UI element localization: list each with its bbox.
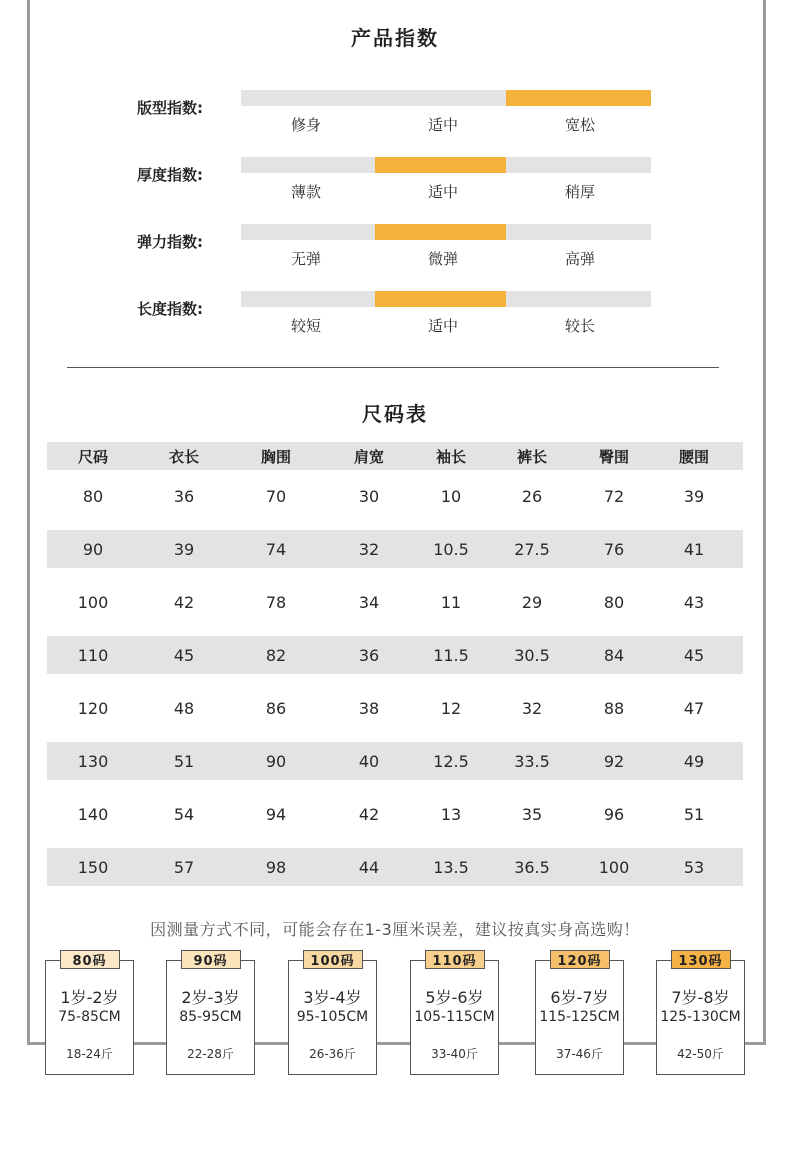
weight-range: 33-40斤 [431,1047,478,1061]
table-cell: 43 [683,593,705,612]
index-option-label: 较短 [290,317,321,335]
table-cell: 100 [77,593,109,612]
table-cell: 84 [603,645,625,665]
table-cell: 33.5 [514,751,550,771]
frame-left-border [27,0,30,1045]
table-header-cell: 尺码 [77,447,108,466]
index-option-label: 宽松 [564,116,595,134]
size-table-title: 尺码表 [362,402,428,426]
index-label: 长度指数: [137,300,203,318]
table-cell: 51 [683,805,705,824]
index-bar-segment [241,224,375,240]
table-row [47,788,743,841]
table-header-cell: 臀围 [598,447,629,466]
frame-right-border [763,0,766,1045]
index-option-label: 高弹 [564,250,595,268]
table-cell: 70 [265,487,287,506]
table-row [47,530,743,568]
table-cell: 11 [440,593,462,612]
table-cell: 30 [358,487,380,506]
index-option-label: 较长 [564,317,595,335]
index-option-label: 适中 [427,317,458,335]
table-row [47,470,743,523]
table-cell: 90 [82,539,104,559]
table-cell: 49 [683,751,705,771]
table-row [47,576,743,629]
index-bar-segment [506,157,651,173]
table-cell: 10.5 [433,539,469,559]
index-option-label: 适中 [427,183,458,201]
table-cell: 48 [173,699,195,718]
size-badge: 80码 [60,950,120,969]
table-cell: 35 [521,805,543,824]
table-header-cell: 袖长 [435,447,466,466]
table-cell: 130 [77,751,109,771]
table-cell: 29 [521,593,543,612]
table-cell: 32 [358,539,380,559]
table-row [47,742,743,780]
age-range: 6岁-7岁 [550,988,609,1007]
index-bar-segment [241,291,375,307]
table-cell: 13 [440,805,462,824]
table-cell: 27.5 [514,539,550,559]
table-cell: 32 [521,699,543,718]
index-option-label: 无弹 [290,250,321,268]
table-cell: 40 [358,751,380,771]
size-card [45,954,134,1075]
table-cell: 98 [265,857,287,877]
size-badge: 90码 [181,950,241,969]
table-cell: 39 [173,539,195,559]
table-cell: 88 [603,699,625,718]
table-cell: 36 [173,487,195,506]
index-option-label: 适中 [427,116,458,134]
table-cell: 34 [358,593,380,612]
table-cell: 41 [683,539,705,559]
index-bar-segment [375,90,506,106]
index-bar-segment [241,157,375,173]
index-bar-active [375,157,506,173]
index-label: 弹力指数: [137,233,203,251]
table-cell: 10 [440,487,462,506]
index-label: 厚度指数: [137,166,203,184]
table-row [47,636,743,674]
table-cell: 26 [521,487,543,506]
size-badge: 120码 [550,950,610,969]
size-card [410,954,499,1075]
table-cell: 80 [603,593,625,612]
table-cell: 74 [265,539,287,559]
measurement-note: 因测量方式不同，可能会存在1-3厘米误差，建议按真实身高选购！ [150,920,640,939]
section-divider [67,367,719,368]
height-range: 95-105CM [296,1009,369,1025]
table-cell: 45 [683,645,705,665]
age-range: 3岁-4岁 [303,988,362,1007]
table-cell: 92 [603,751,625,771]
weight-range: 26-36斤 [309,1047,356,1061]
index-label: 版型指数: [137,99,203,117]
table-cell: 100 [598,857,630,877]
index-bar-segment [241,90,375,106]
size-card [535,954,624,1075]
index-option-label: 修身 [290,116,321,134]
index-bar-active [375,224,506,240]
size-badge: 130码 [671,950,731,969]
table-header-cell: 肩宽 [353,447,384,466]
height-range: 75-85CM [58,1009,121,1025]
table-cell: 76 [603,539,625,559]
table-header-cell: 腰围 [678,447,709,466]
table-cell: 12 [440,699,462,718]
size-table [47,442,743,894]
table-cell: 36 [358,645,380,665]
height-range: 115-125CM [539,1009,620,1025]
weight-range: 37-46斤 [556,1047,603,1061]
table-cell: 42 [173,593,195,612]
table-header-cell: 裤长 [516,447,547,466]
table-cell: 72 [603,487,625,506]
height-range: 105-115CM [414,1009,495,1025]
table-cell: 13.5 [433,857,469,877]
table-cell: 90 [265,751,287,771]
size-card [166,954,255,1075]
table-cell: 30.5 [514,645,550,665]
table-cell: 78 [265,593,287,612]
weight-range: 18-24斤 [66,1047,113,1061]
table-header-cell: 胸围 [260,447,291,466]
weight-range: 22-28斤 [187,1047,234,1061]
table-cell: 38 [358,699,380,718]
table-cell: 150 [77,857,109,877]
age-range: 5岁-6岁 [425,988,484,1007]
index-option-label: 微弹 [427,250,458,268]
index-bar-active [375,291,506,307]
table-cell: 110 [77,645,109,665]
table-row [47,682,743,735]
table-cell: 12.5 [433,751,469,771]
table-cell: 45 [173,645,195,665]
table-header-row [47,442,743,470]
table-cell: 42 [358,805,380,824]
table-cell: 96 [603,805,625,824]
age-range: 1岁-2岁 [60,988,119,1007]
table-cell: 94 [265,805,287,824]
index-option-label: 薄款 [290,183,321,201]
table-cell: 47 [683,699,705,718]
age-range: 7岁-8岁 [671,988,730,1007]
size-card [656,954,745,1075]
size-card [288,954,377,1075]
height-range: 125-130CM [660,1009,741,1025]
table-header-cell: 衣长 [168,447,199,466]
index-option-label: 稍厚 [564,183,595,201]
table-cell: 11.5 [433,645,469,665]
weight-range: 42-50斤 [677,1047,724,1061]
table-cell: 54 [173,805,195,824]
index-bar-active [506,90,651,106]
table-cell: 36.5 [514,857,550,877]
age-range: 2岁-3岁 [181,988,240,1007]
index-bar-segment [506,291,651,307]
product-index-title: 产品指数 [351,26,439,50]
table-cell: 53 [683,857,705,877]
table-cell: 44 [358,857,380,877]
table-cell: 86 [265,699,287,718]
table-cell: 82 [265,645,287,665]
table-cell: 120 [77,699,109,718]
table-cell: 51 [173,751,195,771]
table-row [47,848,743,886]
size-badge: 100码 [303,950,363,969]
table-cell: 80 [82,487,104,506]
table-cell: 140 [77,805,109,824]
height-range: 85-95CM [179,1009,242,1025]
index-bar-segment [506,224,651,240]
size-badge: 110码 [425,950,485,969]
table-cell: 39 [683,487,705,506]
table-cell: 57 [173,857,195,877]
